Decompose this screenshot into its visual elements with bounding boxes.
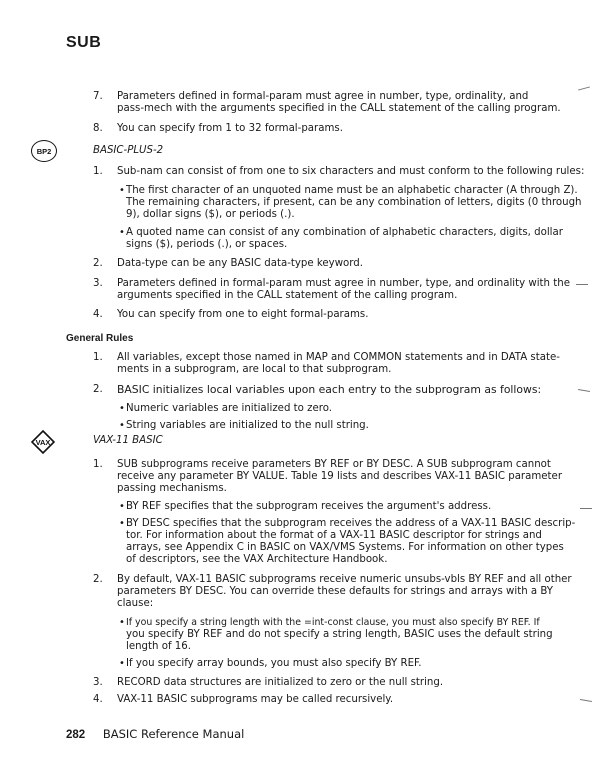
bullet-line: BY DESC specifies that the subprogram receives the address of a VAX-11 BASIC descrip- <box>126 518 576 529</box>
footer-title: BASIC Reference Manual <box>102 727 245 741</box>
bullet-icon: • <box>119 617 125 628</box>
margin-mark <box>580 508 592 509</box>
item-number: 1. <box>93 459 103 470</box>
bullet-line: tor. For information about the format of a VAX-11 BASIC descriptor for strings and <box>126 530 542 541</box>
paragraph-line: You can specify from 1 to 32 formal-params. <box>117 123 343 134</box>
bullet-icon: • <box>119 658 125 669</box>
section-heading: General Rules <box>66 333 134 344</box>
section-heading: VAX-11 BASIC <box>93 435 163 446</box>
bullet-line: A quoted name can consist of any combination of alphabetic characters, digits, dollar <box>126 227 563 238</box>
margin-mark <box>576 284 588 285</box>
bullet-line: signs ($), periods (.), or spaces. <box>126 239 288 250</box>
paragraph-line: SUB subprograms receive parameters BY REF or BY DESC. A SUB subprogram cannot <box>117 459 551 470</box>
page-title: SUB <box>66 34 102 51</box>
bullet-icon: • <box>119 501 125 512</box>
margin-mark <box>578 389 590 392</box>
paragraph-line: pass-mech with the arguments specified in the CALL statement of the calling program. <box>117 103 561 114</box>
bullet-line: of descriptors, see the VAX Architecture Handbook. <box>126 554 388 565</box>
bullet-line: length of 16. <box>126 641 191 652</box>
paragraph-line: Parameters defined in formal-param must agree in number, type, and ordinality with the <box>117 278 570 289</box>
bullet-line: If you specify a string length with the =int-const clause, you must also specify BY REF. If <box>126 617 540 628</box>
paragraph-line: Parameters defined in formal-param must agree in number, type, ordinality, and <box>117 91 529 102</box>
bullet-icon: • <box>119 518 125 529</box>
item-number: 3. <box>93 278 103 289</box>
paragraph-line: All variables, except those named in MAP and COMMON statements and in DATA state- <box>117 352 560 363</box>
item-number: 2. <box>93 258 103 269</box>
section-heading: BASIC-PLUS-2 <box>93 145 164 156</box>
paragraph-line: receive any parameter BY VALUE. Table 19 lists and describes VAX-11 BASIC parameter <box>117 471 563 482</box>
item-number: 1. <box>93 352 103 363</box>
bullet-icon: • <box>119 227 125 238</box>
bullet-line: 9), dollar signs ($), or periods (.). <box>126 209 295 220</box>
bullet-line: The remaining characters, if present, can be any combination of letters, digits (0 through <box>126 197 582 208</box>
paragraph-line: ments in a subprogram, are local to that subprogram. <box>117 364 392 375</box>
margin-mark <box>580 699 592 702</box>
bullet-line: The first character of an unquoted name must be an alphabetic character (A through Z). <box>126 185 578 196</box>
paragraph-line: clause: <box>117 598 154 609</box>
item-number: 4. <box>93 309 103 320</box>
bullet-icon: • <box>119 420 125 431</box>
bp2-badge-icon: BP2 <box>31 140 57 162</box>
paragraph-line: passing mechanisms. <box>117 483 227 494</box>
paragraph-line: You can specify from one to eight formal-params. <box>117 309 369 320</box>
bullet-line: you specify BY REF and do not specify a string length, BASIC uses the default string <box>126 629 553 640</box>
bullet-line: BY REF specifies that the subprogram receives the argument's address. <box>126 501 492 512</box>
bullet-icon: • <box>119 185 125 196</box>
item-number: 1. <box>93 166 103 177</box>
bullet-icon: • <box>119 403 125 414</box>
paragraph-line: Data-type can be any BASIC data-type keyword. <box>117 258 363 269</box>
bullet-line: arrays, see Appendix C in BASIC on VAX/VMS Systems. For information on other types <box>126 542 564 553</box>
bullet-line: If you specify array bounds, you must also specify BY REF. <box>126 658 422 669</box>
paragraph-line: By default, VAX-11 BASIC subprograms receive numeric unsubs-vbls BY REF and all other <box>117 574 572 585</box>
item-number: 2. <box>93 384 103 395</box>
item-number: 2. <box>93 574 103 585</box>
paragraph-line: BASIC initializes local variables upon each entry to the subprogram as follows: <box>117 383 542 396</box>
page-number: 282 <box>66 729 86 741</box>
item-number: 4. <box>93 694 103 705</box>
vax-badge-label: VAX <box>35 437 51 447</box>
vax-badge-icon <box>31 430 55 454</box>
bullet-line: String variables are initialized to the null string. <box>126 420 369 431</box>
paragraph-line: VAX-11 BASIC subprograms may be called recursively. <box>117 694 394 705</box>
item-number: 8. <box>93 123 103 134</box>
paragraph-line: arguments specified in the CALL statement of the calling program. <box>117 290 458 301</box>
item-number: 7. <box>93 91 103 102</box>
footer <box>66 727 244 741</box>
paragraph-line: parameters BY DESC. You can override these defaults for strings and arrays with a BY <box>117 586 554 597</box>
paragraph-line: RECORD data structures are initialized to zero or the null string. <box>117 677 444 688</box>
bullet-line: Numeric variables are initialized to zero. <box>126 403 332 414</box>
margin-mark <box>578 86 590 90</box>
item-number: 3. <box>93 677 103 688</box>
paragraph-line: Sub-nam can consist of from one to six characters and must conform to the following rules: <box>117 166 585 177</box>
